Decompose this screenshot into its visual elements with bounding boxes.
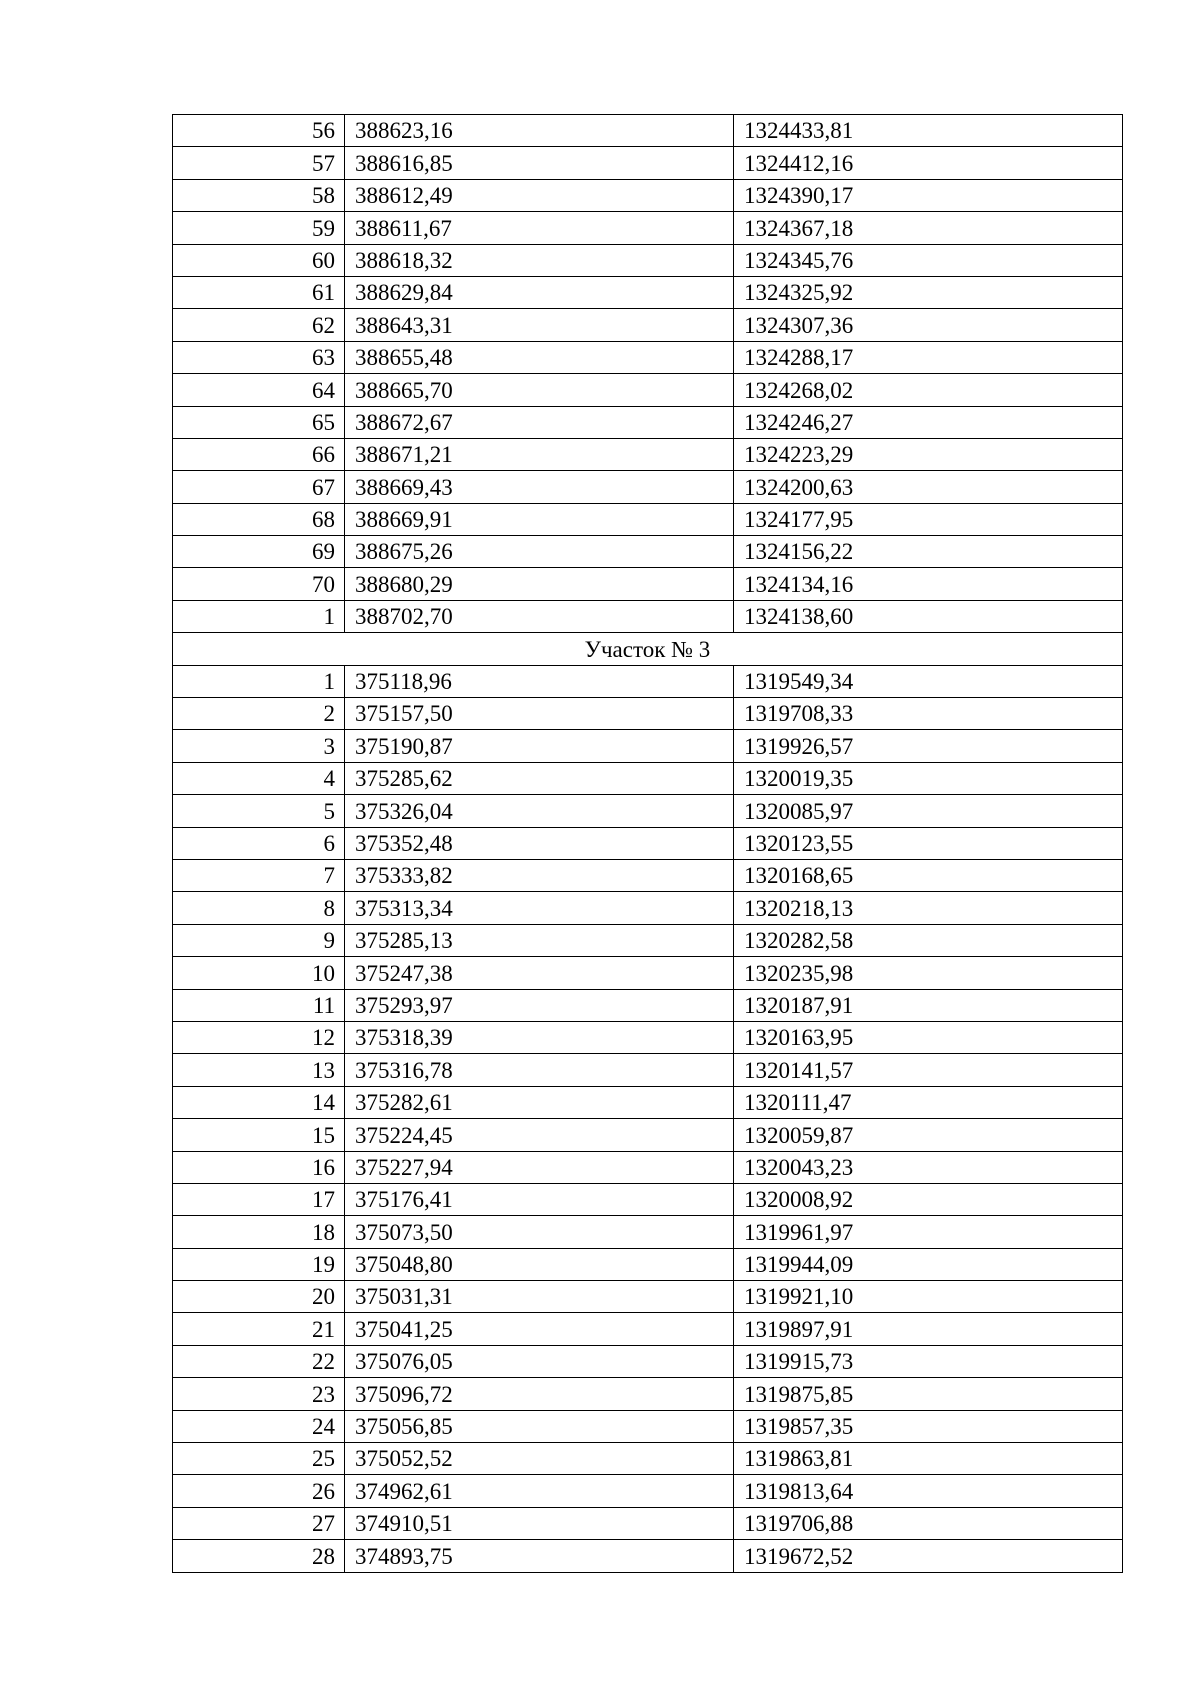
y-coordinate-cell: 1319863,81 xyxy=(734,1443,1123,1475)
x-coordinate-cell: 375073,50 xyxy=(345,1216,734,1248)
table-row xyxy=(173,1507,1123,1539)
y-coordinate-cell: 1324390,17 xyxy=(734,179,1123,211)
point-number-cell: 70 xyxy=(173,568,345,600)
y-coordinate-cell: 1320085,97 xyxy=(734,795,1123,827)
y-coordinate-cell: 1324307,36 xyxy=(734,309,1123,341)
point-number-cell: 15 xyxy=(173,1119,345,1151)
point-number-cell: 25 xyxy=(173,1443,345,1475)
table-row xyxy=(173,762,1123,794)
x-coordinate-cell: 388611,67 xyxy=(345,212,734,244)
point-number-cell: 28 xyxy=(173,1540,345,1572)
x-coordinate-cell: 388643,31 xyxy=(345,309,734,341)
y-coordinate-cell: 1319897,91 xyxy=(734,1313,1123,1345)
table-row xyxy=(173,212,1123,244)
section-header-row xyxy=(173,633,1123,665)
point-number-cell: 68 xyxy=(173,503,345,535)
point-number-cell: 10 xyxy=(173,957,345,989)
y-coordinate-cell: 1319915,73 xyxy=(734,1345,1123,1377)
y-coordinate-cell: 1320008,92 xyxy=(734,1183,1123,1215)
x-coordinate-cell: 375052,52 xyxy=(345,1443,734,1475)
point-number-cell: 23 xyxy=(173,1378,345,1410)
table-row xyxy=(173,1410,1123,1442)
y-coordinate-cell: 1319961,97 xyxy=(734,1216,1123,1248)
point-number-cell: 6 xyxy=(173,827,345,859)
y-coordinate-cell: 1320187,91 xyxy=(734,989,1123,1021)
table-row xyxy=(173,276,1123,308)
y-coordinate-cell: 1319813,64 xyxy=(734,1475,1123,1507)
point-number-cell: 13 xyxy=(173,1054,345,1086)
x-coordinate-cell: 388672,67 xyxy=(345,406,734,438)
x-coordinate-cell: 388702,70 xyxy=(345,600,734,632)
x-coordinate-cell: 388618,32 xyxy=(345,244,734,276)
y-coordinate-cell: 1319672,52 xyxy=(734,1540,1123,1572)
table-row xyxy=(173,600,1123,632)
point-number-cell: 26 xyxy=(173,1475,345,1507)
table-row xyxy=(173,341,1123,373)
table-row xyxy=(173,1313,1123,1345)
coordinates-table-body xyxy=(173,115,1123,1573)
table-row xyxy=(173,827,1123,859)
y-coordinate-cell: 1320235,98 xyxy=(734,957,1123,989)
table-row xyxy=(173,244,1123,276)
x-coordinate-cell: 388612,49 xyxy=(345,179,734,211)
table-row xyxy=(173,503,1123,535)
x-coordinate-cell: 388680,29 xyxy=(345,568,734,600)
table-row xyxy=(173,1540,1123,1572)
table-row xyxy=(173,957,1123,989)
x-coordinate-cell: 388671,21 xyxy=(345,438,734,470)
y-coordinate-cell: 1324325,92 xyxy=(734,276,1123,308)
x-coordinate-cell: 375227,94 xyxy=(345,1151,734,1183)
y-coordinate-cell: 1320282,58 xyxy=(734,924,1123,956)
y-coordinate-cell: 1320111,47 xyxy=(734,1086,1123,1118)
y-coordinate-cell: 1319875,85 xyxy=(734,1378,1123,1410)
x-coordinate-cell: 375048,80 xyxy=(345,1248,734,1280)
x-coordinate-cell: 375096,72 xyxy=(345,1378,734,1410)
y-coordinate-cell: 1320019,35 xyxy=(734,762,1123,794)
y-coordinate-cell: 1319944,09 xyxy=(734,1248,1123,1280)
table-row xyxy=(173,1248,1123,1280)
point-number-cell: 16 xyxy=(173,1151,345,1183)
table-row xyxy=(173,115,1123,147)
y-coordinate-cell: 1324268,02 xyxy=(734,374,1123,406)
table-row xyxy=(173,1054,1123,1086)
point-number-cell: 14 xyxy=(173,1086,345,1118)
x-coordinate-cell: 375041,25 xyxy=(345,1313,734,1345)
y-coordinate-cell: 1324433,81 xyxy=(734,115,1123,147)
x-coordinate-cell: 388629,84 xyxy=(345,276,734,308)
y-coordinate-cell: 1320163,95 xyxy=(734,1021,1123,1053)
point-number-cell: 65 xyxy=(173,406,345,438)
point-number-cell: 22 xyxy=(173,1345,345,1377)
table-row xyxy=(173,438,1123,470)
x-coordinate-cell: 375313,34 xyxy=(345,892,734,924)
x-coordinate-cell: 375157,50 xyxy=(345,698,734,730)
point-number-cell: 5 xyxy=(173,795,345,827)
table-row xyxy=(173,471,1123,503)
table-row xyxy=(173,1151,1123,1183)
table-row xyxy=(173,730,1123,762)
point-number-cell: 56 xyxy=(173,115,345,147)
point-number-cell: 20 xyxy=(173,1281,345,1313)
y-coordinate-cell: 1324134,16 xyxy=(734,568,1123,600)
table-row xyxy=(173,147,1123,179)
y-coordinate-cell: 1324345,76 xyxy=(734,244,1123,276)
y-coordinate-cell: 1320123,55 xyxy=(734,827,1123,859)
y-coordinate-cell: 1319708,33 xyxy=(734,698,1123,730)
y-coordinate-cell: 1324156,22 xyxy=(734,536,1123,568)
point-number-cell: 7 xyxy=(173,859,345,891)
x-coordinate-cell: 388675,26 xyxy=(345,536,734,568)
table-row xyxy=(173,309,1123,341)
table-row xyxy=(173,374,1123,406)
y-coordinate-cell: 1320059,87 xyxy=(734,1119,1123,1151)
point-number-cell: 69 xyxy=(173,536,345,568)
point-number-cell: 1 xyxy=(173,600,345,632)
x-coordinate-cell: 374893,75 xyxy=(345,1540,734,1572)
point-number-cell: 9 xyxy=(173,924,345,956)
coordinates-table xyxy=(172,114,1123,1573)
point-number-cell: 66 xyxy=(173,438,345,470)
table-row xyxy=(173,665,1123,697)
point-number-cell: 59 xyxy=(173,212,345,244)
y-coordinate-cell: 1319926,57 xyxy=(734,730,1123,762)
x-coordinate-cell: 375056,85 xyxy=(345,1410,734,1442)
x-coordinate-cell: 375247,38 xyxy=(345,957,734,989)
y-coordinate-cell: 1324200,63 xyxy=(734,471,1123,503)
y-coordinate-cell: 1324138,60 xyxy=(734,600,1123,632)
table-row xyxy=(173,1475,1123,1507)
x-coordinate-cell: 375076,05 xyxy=(345,1345,734,1377)
x-coordinate-cell: 388655,48 xyxy=(345,341,734,373)
x-coordinate-cell: 375282,61 xyxy=(345,1086,734,1118)
point-number-cell: 11 xyxy=(173,989,345,1021)
y-coordinate-cell: 1320141,57 xyxy=(734,1054,1123,1086)
point-number-cell: 61 xyxy=(173,276,345,308)
x-coordinate-cell: 374910,51 xyxy=(345,1507,734,1539)
section-title: Участок № 3 xyxy=(173,633,1123,665)
table-row xyxy=(173,698,1123,730)
x-coordinate-cell: 388669,43 xyxy=(345,471,734,503)
point-number-cell: 12 xyxy=(173,1021,345,1053)
y-coordinate-cell: 1319921,10 xyxy=(734,1281,1123,1313)
table-row xyxy=(173,989,1123,1021)
y-coordinate-cell: 1320043,23 xyxy=(734,1151,1123,1183)
point-number-cell: 17 xyxy=(173,1183,345,1215)
x-coordinate-cell: 388669,91 xyxy=(345,503,734,535)
table-row xyxy=(173,1216,1123,1248)
y-coordinate-cell: 1324367,18 xyxy=(734,212,1123,244)
table-row xyxy=(173,536,1123,568)
y-coordinate-cell: 1319857,35 xyxy=(734,1410,1123,1442)
point-number-cell: 60 xyxy=(173,244,345,276)
table-row xyxy=(173,795,1123,827)
point-number-cell: 8 xyxy=(173,892,345,924)
point-number-cell: 2 xyxy=(173,698,345,730)
x-coordinate-cell: 375176,41 xyxy=(345,1183,734,1215)
y-coordinate-cell: 1319549,34 xyxy=(734,665,1123,697)
point-number-cell: 1 xyxy=(173,665,345,697)
y-coordinate-cell: 1320218,13 xyxy=(734,892,1123,924)
point-number-cell: 57 xyxy=(173,147,345,179)
y-coordinate-cell: 1320168,65 xyxy=(734,859,1123,891)
x-coordinate-cell: 375118,96 xyxy=(345,665,734,697)
table-row xyxy=(173,1183,1123,1215)
point-number-cell: 58 xyxy=(173,179,345,211)
table-row xyxy=(173,1345,1123,1377)
y-coordinate-cell: 1324223,29 xyxy=(734,438,1123,470)
y-coordinate-cell: 1324246,27 xyxy=(734,406,1123,438)
x-coordinate-cell: 375285,13 xyxy=(345,924,734,956)
point-number-cell: 18 xyxy=(173,1216,345,1248)
point-number-cell: 63 xyxy=(173,341,345,373)
point-number-cell: 21 xyxy=(173,1313,345,1345)
table-row xyxy=(173,406,1123,438)
point-number-cell: 67 xyxy=(173,471,345,503)
x-coordinate-cell: 375326,04 xyxy=(345,795,734,827)
table-row xyxy=(173,859,1123,891)
y-coordinate-cell: 1324288,17 xyxy=(734,341,1123,373)
point-number-cell: 3 xyxy=(173,730,345,762)
x-coordinate-cell: 388665,70 xyxy=(345,374,734,406)
y-coordinate-cell: 1324412,16 xyxy=(734,147,1123,179)
x-coordinate-cell: 375318,39 xyxy=(345,1021,734,1053)
y-coordinate-cell: 1324177,95 xyxy=(734,503,1123,535)
point-number-cell: 64 xyxy=(173,374,345,406)
x-coordinate-cell: 375285,62 xyxy=(345,762,734,794)
x-coordinate-cell: 375224,45 xyxy=(345,1119,734,1151)
table-row xyxy=(173,1119,1123,1151)
table-row xyxy=(173,1378,1123,1410)
point-number-cell: 24 xyxy=(173,1410,345,1442)
x-coordinate-cell: 375293,97 xyxy=(345,989,734,1021)
point-number-cell: 19 xyxy=(173,1248,345,1280)
x-coordinate-cell: 388616,85 xyxy=(345,147,734,179)
x-coordinate-cell: 374962,61 xyxy=(345,1475,734,1507)
x-coordinate-cell: 375031,31 xyxy=(345,1281,734,1313)
x-coordinate-cell: 375190,87 xyxy=(345,730,734,762)
y-coordinate-cell: 1319706,88 xyxy=(734,1507,1123,1539)
point-number-cell: 27 xyxy=(173,1507,345,1539)
table-row xyxy=(173,568,1123,600)
table-row xyxy=(173,924,1123,956)
x-coordinate-cell: 375333,82 xyxy=(345,859,734,891)
table-row xyxy=(173,179,1123,211)
table-row xyxy=(173,892,1123,924)
table-row xyxy=(173,1086,1123,1118)
point-number-cell: 62 xyxy=(173,309,345,341)
table-row xyxy=(173,1021,1123,1053)
x-coordinate-cell: 388623,16 xyxy=(345,115,734,147)
table-row xyxy=(173,1443,1123,1475)
table-row xyxy=(173,1281,1123,1313)
point-number-cell: 4 xyxy=(173,762,345,794)
x-coordinate-cell: 375352,48 xyxy=(345,827,734,859)
x-coordinate-cell: 375316,78 xyxy=(345,1054,734,1086)
